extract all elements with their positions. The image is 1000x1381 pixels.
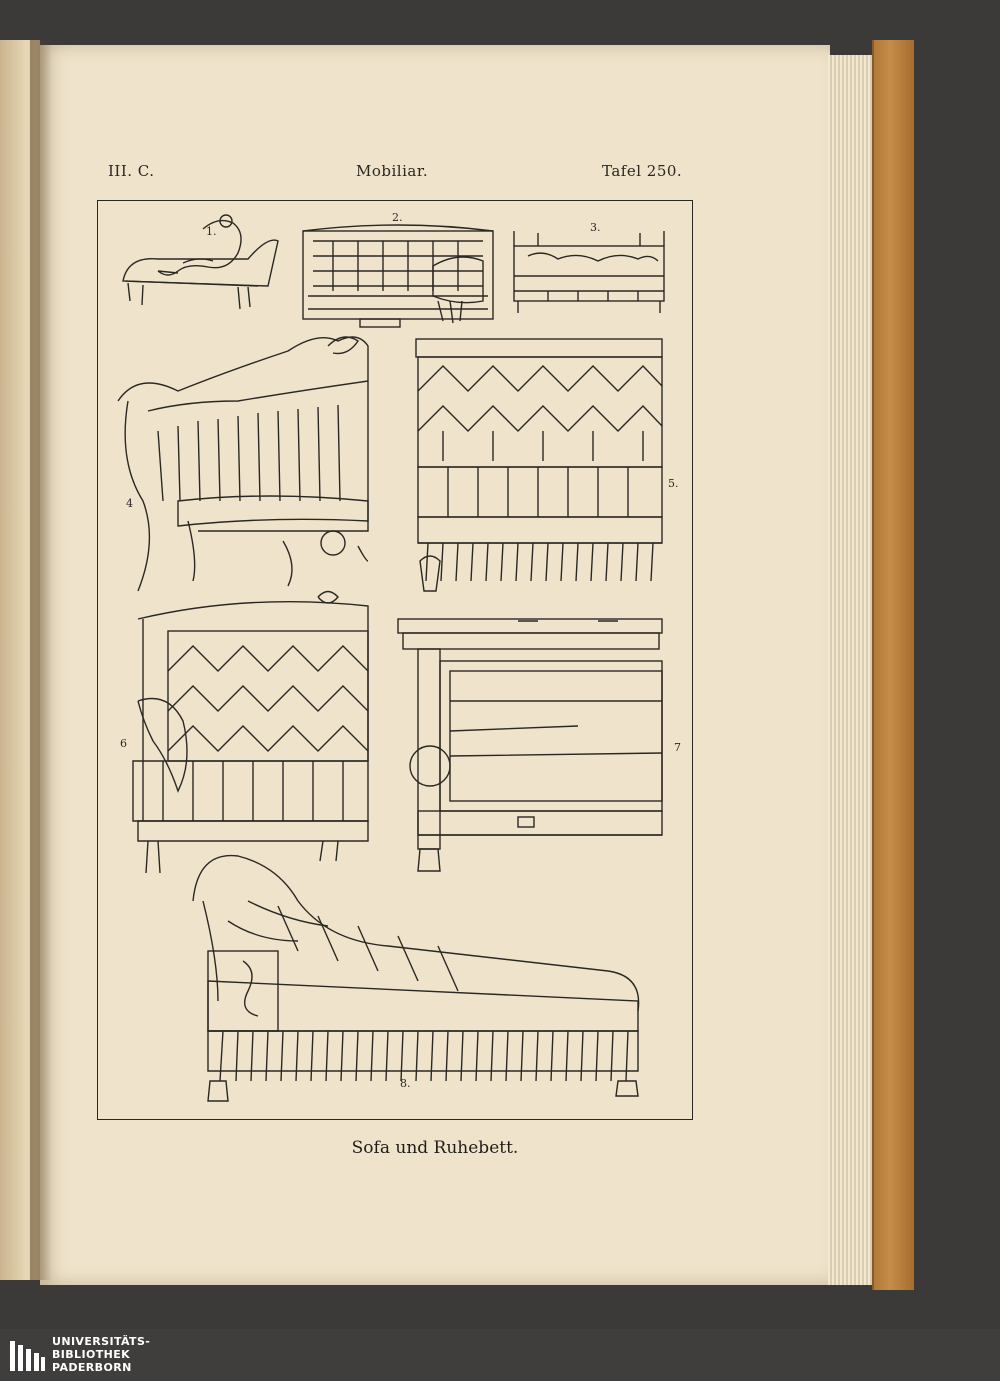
figure-label-6: 6 — [120, 737, 127, 750]
figure-label-7: 7 — [674, 741, 681, 754]
page-block-edges — [828, 55, 874, 1285]
figure-label-1: 1. — [206, 225, 217, 238]
figure-3-bench-sofa — [514, 231, 664, 313]
library-footer-bar — [0, 1329, 1000, 1381]
figure-8-chaise-longue — [193, 856, 639, 1101]
figure-label-8: 8. — [400, 1077, 411, 1090]
figure-2-sofa — [303, 225, 493, 327]
university-library-logo-icon — [10, 1337, 46, 1373]
logo-line-1: UNIVERSITÄTS- — [52, 1335, 151, 1348]
figure-7-framed-settee — [398, 619, 662, 871]
figure-6-tufted-sofa — [133, 592, 368, 874]
figure-5-upholstered-settee — [416, 339, 662, 591]
logo-line-2: BIBLIOTHEK — [52, 1348, 131, 1361]
figure-1-daybed — [123, 215, 278, 309]
section-label: III. C. — [108, 162, 155, 180]
logo-line-3: PADERBORN — [52, 1361, 132, 1374]
chapter-title: Mobiliar. — [356, 162, 429, 180]
figure-label-5: 5. — [668, 477, 679, 490]
figure-4-carved-sofa — [118, 337, 368, 591]
plate-caption: Sofa und Ruhebett. — [351, 1138, 519, 1158]
plate-number: Tafel 250. — [602, 162, 683, 180]
book-cover-edge — [872, 40, 914, 1290]
figure-label-4: 4 — [126, 497, 133, 510]
engraving-illustration — [98, 201, 692, 1119]
figure-label-3: 3. — [590, 221, 601, 234]
furniture-plate — [97, 200, 693, 1120]
page-gutter — [30, 40, 52, 1280]
figure-label-2: 2. — [392, 211, 403, 224]
library-logo-text — [52, 1335, 150, 1374]
